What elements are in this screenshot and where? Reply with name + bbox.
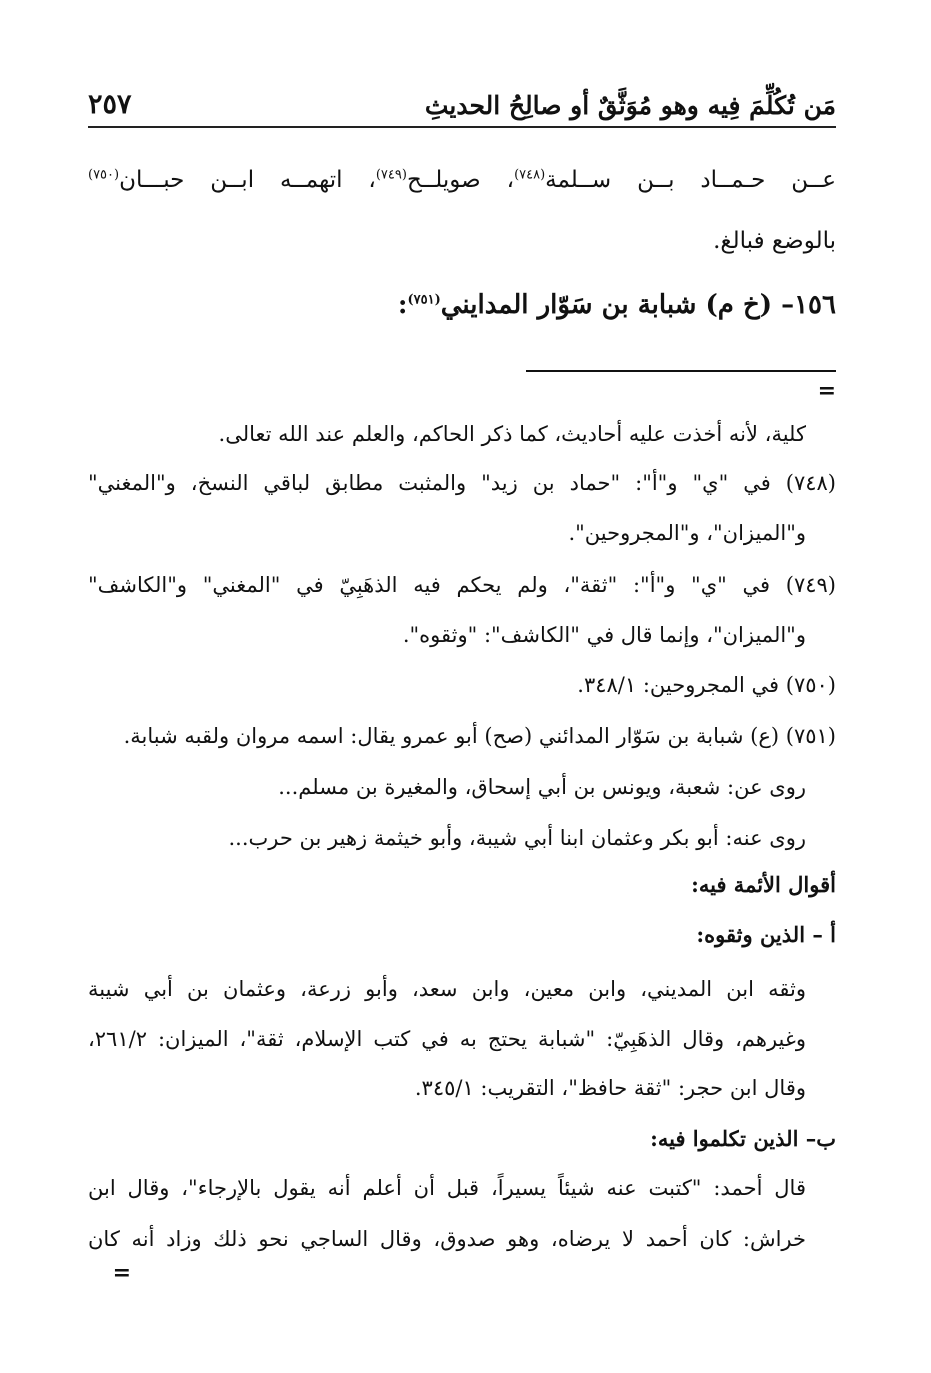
footnote-749-line1: (٧٤٩) في "ي" و"أ": "ثقة"، ولم يحكم فيه الذهَبِيّ في "المغني" و"الكاشف": [88, 573, 836, 597]
footnote-748-line1: (٧٤٨) في "ي" و"أ": "حماد بن زيد" والمثبت مطابق لباقي النسخ، و"المغني": [88, 471, 836, 495]
footnote-ref-749: (٧٤٩): [375, 167, 407, 183]
footnote-749-line2: و"الميزان"، وإنما قال في "الكاشف": "وثقوه".: [402, 623, 806, 647]
entry-colon: :: [397, 290, 408, 320]
section-b-line1: قال أحمد: "كتبت عنه شيئاً يسيراً، قبل أن أعلم أنه يقول بالإرجاء"، وقال ابن: [88, 1176, 806, 1200]
section-a-line3: وقال ابن حجر: "ثقة حافظ"، التقريب: ٣٤٥/١.: [414, 1076, 806, 1100]
footnote-751-line1: (٧٥١) (ع) شبابة بن سَوّار المدائني (صح) أبو عمرو يقال: اسمه مروان ولقبه شبابة.: [123, 724, 836, 748]
entry-heading-156: [88, 288, 836, 322]
subheading-b: ب– الذين تكلموا فيه:: [650, 1126, 836, 1151]
footnote-ref-748: (٧٤٨): [514, 167, 546, 183]
section-heading: أقوال الأئمة فيه:: [691, 872, 836, 897]
section-a-line2: وغيرهم، وقال الذهَبِيّ: "شبابة يحتج به في كتب الإسلام، ثقة"، الميزان: ٢٦١/٢،: [88, 1027, 806, 1051]
footnote-748-line2: و"الميزان"، و"المجروحين".: [568, 521, 806, 545]
footnote-ref-750: (٧٥٠): [88, 167, 120, 183]
body-line-1: [88, 163, 836, 197]
section-a-line1: وثقه ابن المديني، وابن معين، وابن سعد، وأبو زرعة، وعثمان بن أبي شيبة: [88, 977, 806, 1001]
body-text: ، اتهمــه ابــن حبـــان: [119, 167, 376, 193]
footnote-750: (٧٥٠) في المجروحين: ٣٤٨/١.: [577, 673, 836, 697]
running-title: مَن تُكُلِّمَ فِيه وهو مُوَثَّقٌ أو صالِحُ الحديثِ: [424, 91, 836, 120]
footnote-separator: [526, 370, 836, 372]
page-number: ٢٥٧: [88, 89, 132, 120]
body-line-2: بالوضع فبالغ.: [713, 228, 836, 254]
running-header: [88, 78, 836, 128]
continuation-mark-bottom: =: [112, 1260, 131, 1286]
entry-title: ١٥٦– (خ م) شبابة بن سَوّار المدايني: [440, 290, 836, 320]
footnote-continuation: كلية، لأنه أخذت عليه أحاديث، كما ذكر الحاكم، والعلم عند الله تعالى.: [218, 422, 806, 446]
continuation-mark-top: =: [817, 378, 836, 404]
footnote-751-line3: روى عنه: أبو بكر وعثمان ابنا أبي شيبة، وأبو خيثمة زهير بن حرب...: [228, 826, 806, 850]
body-text: عــن حـمــاد بــن ســلمة: [545, 167, 836, 193]
section-b-line2: خراش: كان أحمد لا يرضاه، وهو صدوق، وقال الساجي نحو ذلك وزاد أنه كان: [88, 1227, 806, 1251]
footnote-ref-751: (٧٥١): [407, 292, 441, 308]
footnote-751-line2: روى عن: شعبة، ويونس بن أبي إسحاق، والمغيرة بن مسلم...: [278, 775, 806, 799]
body-text: ، صويلــح: [406, 167, 515, 193]
subheading-a: أ – الذين وثقوه:: [696, 922, 836, 947]
